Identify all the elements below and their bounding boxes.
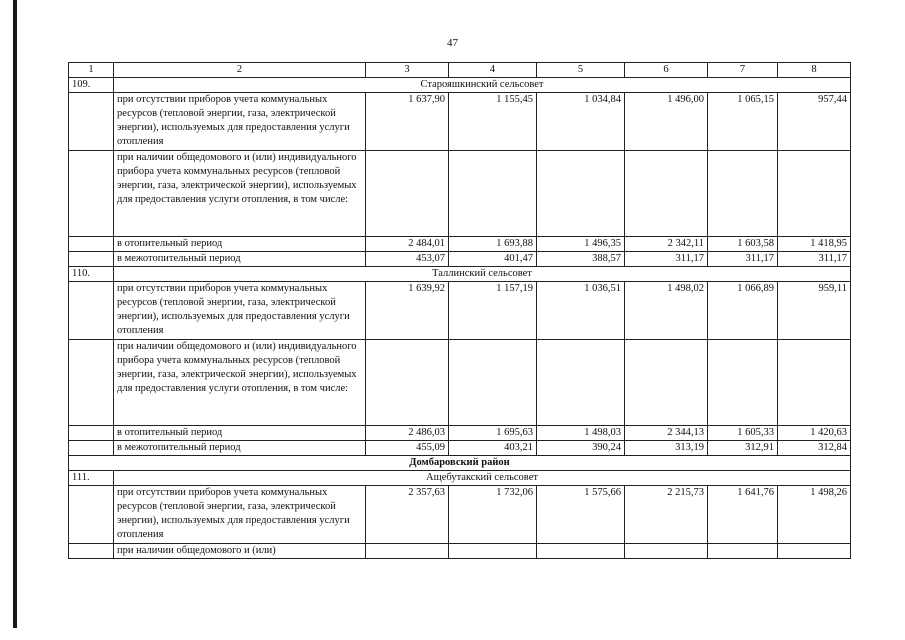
value-cell: 1 695,63 xyxy=(449,426,537,441)
value-cell: 312,91 xyxy=(708,441,778,456)
value-cell: 1 065,15 xyxy=(708,93,778,151)
section-name: Ащебутакский сельсовет xyxy=(114,471,851,486)
value-cell xyxy=(537,151,625,237)
value-cell: 2 486,03 xyxy=(366,426,449,441)
section-number: 110. xyxy=(69,267,114,282)
value-cell: 1 155,45 xyxy=(449,93,537,151)
value-cell: 1 034,84 xyxy=(537,93,625,151)
value-cell: 403,21 xyxy=(449,441,537,456)
value-cell xyxy=(366,544,449,559)
scan-edge-bar xyxy=(13,0,17,628)
row-label: в отопительный период xyxy=(114,426,366,441)
value-cell: 1 420,63 xyxy=(778,426,851,441)
value-cell: 453,07 xyxy=(366,252,449,267)
column-number-row xyxy=(69,63,851,78)
table-row xyxy=(69,237,851,252)
value-cell xyxy=(366,151,449,237)
value-cell xyxy=(449,340,537,426)
value-cell xyxy=(625,544,708,559)
value-cell xyxy=(449,544,537,559)
district-name: Домбаровский район xyxy=(69,456,851,471)
row-label: в межотопительный период xyxy=(114,441,366,456)
table-row xyxy=(69,340,851,426)
row-label: в межотопительный период xyxy=(114,252,366,267)
table-row xyxy=(69,441,851,456)
table-row xyxy=(69,282,851,340)
value-cell: 2 357,63 xyxy=(366,486,449,544)
value-cell: 2 342,11 xyxy=(625,237,708,252)
table-row xyxy=(69,486,851,544)
value-cell: 1 498,03 xyxy=(537,426,625,441)
value-cell: 957,44 xyxy=(778,93,851,151)
value-cell: 311,17 xyxy=(708,252,778,267)
value-cell: 455,09 xyxy=(366,441,449,456)
value-cell: 2 215,73 xyxy=(625,486,708,544)
column-number: 3 xyxy=(366,63,449,78)
section-row xyxy=(69,267,851,282)
section-number: 109. xyxy=(69,78,114,93)
value-cell: 1 418,95 xyxy=(778,237,851,252)
district-row xyxy=(69,456,851,471)
row-label: при отсутствии приборов учета коммунальных ресурсов (тепловой энергии, газа, электрической энергии), используемых для предоставления услуги отопления xyxy=(114,93,366,151)
table-row xyxy=(69,252,851,267)
value-cell xyxy=(625,340,708,426)
value-cell xyxy=(537,544,625,559)
column-number: 6 xyxy=(625,63,708,78)
value-cell: 1 639,92 xyxy=(366,282,449,340)
value-cell: 1 637,90 xyxy=(366,93,449,151)
value-cell xyxy=(625,151,708,237)
value-cell: 312,84 xyxy=(778,441,851,456)
value-cell: 1 498,26 xyxy=(778,486,851,544)
row-label: при наличии общедомового и (или) индивидуального прибора учета коммунальных ресурсов (тепловой энергии, газа, электрической энергии), используемых для предоставления услуги отопления, в том числе: xyxy=(114,151,366,237)
value-cell: 1 575,66 xyxy=(537,486,625,544)
value-cell xyxy=(708,151,778,237)
column-number: 4 xyxy=(449,63,537,78)
value-cell: 1 732,06 xyxy=(449,486,537,544)
value-cell: 313,19 xyxy=(625,441,708,456)
table-row xyxy=(69,426,851,441)
value-cell: 1 496,35 xyxy=(537,237,625,252)
value-cell: 388,57 xyxy=(537,252,625,267)
section-number: 111. xyxy=(69,471,114,486)
row-label: при наличии общедомового и (или) индивидуального прибора учета коммунальных ресурсов (тепловой энергии, газа, электрической энергии), используемых для предоставления услуги отопления, в том числе: xyxy=(114,340,366,426)
section-name: Таллинский сельсовет xyxy=(114,267,851,282)
value-cell xyxy=(778,151,851,237)
row-label: при отсутствии приборов учета коммунальных ресурсов (тепловой энергии, газа, электрической энергии), используемых для предоставления услуги отопления xyxy=(114,282,366,340)
value-cell xyxy=(537,340,625,426)
value-cell: 311,17 xyxy=(778,252,851,267)
row-label: в отопительный период xyxy=(114,237,366,252)
section-row xyxy=(69,471,851,486)
section-name: Старояшкинский сельсовет xyxy=(114,78,851,93)
column-number: 1 xyxy=(69,63,114,78)
value-cell xyxy=(366,340,449,426)
column-number: 8 xyxy=(778,63,851,78)
value-cell: 1 157,19 xyxy=(449,282,537,340)
value-cell: 1 496,00 xyxy=(625,93,708,151)
section-row xyxy=(69,78,851,93)
value-cell: 390,24 xyxy=(537,441,625,456)
column-number: 7 xyxy=(708,63,778,78)
row-label: при отсутствии приборов учета коммунальных ресурсов (тепловой энергии, газа, электрической энергии), используемых для предоставления услуги отопления xyxy=(114,486,366,544)
value-cell: 1 066,89 xyxy=(708,282,778,340)
value-cell: 311,17 xyxy=(625,252,708,267)
value-cell: 1 036,51 xyxy=(537,282,625,340)
value-cell: 1 603,58 xyxy=(708,237,778,252)
value-cell: 2 484,01 xyxy=(366,237,449,252)
value-cell: 959,11 xyxy=(778,282,851,340)
table-row xyxy=(69,151,851,237)
value-cell: 1 605,33 xyxy=(708,426,778,441)
value-cell: 1 641,76 xyxy=(708,486,778,544)
value-cell xyxy=(708,544,778,559)
tariff-table xyxy=(68,62,851,559)
value-cell xyxy=(778,340,851,426)
column-number: 2 xyxy=(114,63,366,78)
page-number: 47 xyxy=(447,37,458,49)
value-cell xyxy=(778,544,851,559)
value-cell: 401,47 xyxy=(449,252,537,267)
value-cell: 1 498,02 xyxy=(625,282,708,340)
value-cell: 1 693,88 xyxy=(449,237,537,252)
value-cell: 2 344,13 xyxy=(625,426,708,441)
row-label: при наличии общедомового и (или) xyxy=(114,544,366,559)
column-number: 5 xyxy=(537,63,625,78)
table-row xyxy=(69,544,851,559)
value-cell xyxy=(708,340,778,426)
table-row xyxy=(69,93,851,151)
value-cell xyxy=(449,151,537,237)
